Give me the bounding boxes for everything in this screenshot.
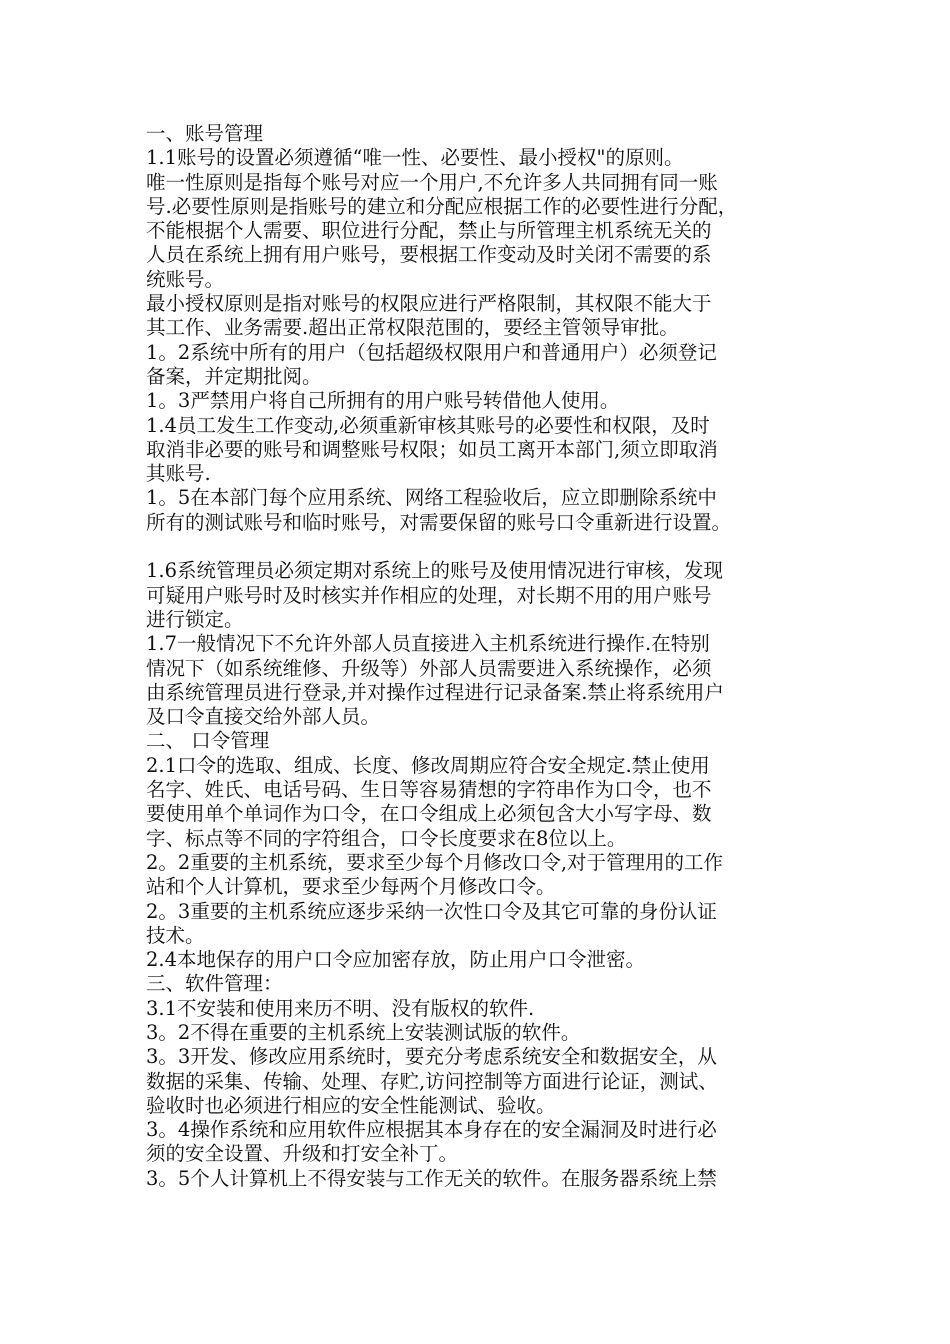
text-line: 号.必要性原则是指账号的建立和分配应根据工作的必要性进行分配，: [146, 194, 738, 218]
text-line: 统账号。: [146, 267, 225, 291]
text-line: 2。3重要的主机系统应逐步采纳一次性口令及其它可靠的身份认证: [146, 899, 717, 923]
text-line: 须的安全设置、升级和打安全补丁。: [146, 1142, 459, 1166]
text-line: 验收时也必须进行相应的安全性能测试、验收。: [146, 1093, 556, 1117]
text-line: 字、标点等不同的字符组合，口令长度要求在8位以上。: [146, 826, 627, 850]
document-body: [146, 122, 826, 1191]
text-line: 2.1口令的选取、组成、长度、修改周期应符合安全规定.禁止使用: [146, 753, 710, 777]
text-line: 3.1不安装和使用来历不明、没有版权的软件.: [146, 996, 535, 1020]
text-line: 一、账号管理: [146, 122, 264, 145]
text-line: 其工作、业务需要.超出正常权限范围的，要经主管领导审批。: [146, 316, 679, 340]
text-line: 站和个人计算机，要求至少每两个月修改口令。: [146, 875, 556, 899]
text-line: 最小授权原则是指对账号的权限应进行严格限制，其权限不能大于: [146, 292, 712, 316]
text-line: 其账号.: [146, 462, 211, 486]
text-line: 进行锁定。: [146, 607, 244, 631]
text-line: 人员在系统上拥有用户账号，要根据工作变动及时关闭不需要的系: [146, 243, 712, 267]
text-line: 情况下（如系统维修、升级等）外部人员需要进入系统操作，必须: [146, 656, 712, 680]
text-line: 备案，并定期批阅。: [146, 364, 322, 388]
text-line: 1。2系统中所有的用户（包括超级权限用户和普通用户）必须登记: [146, 340, 717, 364]
text-line: 3。5个人计算机上不得安装与工作无关的软件。在服务器系统上禁: [146, 1166, 717, 1190]
text-line: 由系统管理员进行登录,并对操作过程进行记录备案.禁止将系统用户: [146, 680, 724, 704]
text-line: 名字、姓氏、电话号码、生日等容易猜想的字符串作为口令，也不: [146, 778, 712, 802]
text-line: 1。3严禁用户将自己所拥有的用户账号转借他人使用。: [146, 389, 620, 413]
text-line: 2。2重要的主机系统，要求至少每个月修改口令,对于管理用的工作: [146, 850, 724, 874]
blank-line: [146, 535, 826, 559]
text-line: 可疑用户账号时及时核实并作相应的处理，对长期不用的用户账号: [146, 583, 712, 607]
text-line: 1.6系统管理员必须定期对系统上的账号及使用情况进行审核，发现: [146, 559, 724, 583]
text-line: 不能根据个人需要、职位进行分配，禁止与所管理主机系统无关的: [146, 219, 712, 243]
text-line: 3。3开发、修改应用系统时，要充分考虑系统安全和数据安全，从: [146, 1045, 717, 1069]
text-line: 1。5在本部门每个应用系统、网络工程验收后，应立即删除系统中: [146, 486, 717, 510]
text-line: 所有的测试账号和临时账号，对需要保留的账号口令重新进行设置。: [146, 510, 732, 534]
text-line: 要使用单个单词作为口令，在口令组成上必须包含大小写字母、数: [146, 802, 712, 826]
text-line: 1.4员工发生工作变动,必须重新审核其账号的必要性和权限，及时: [146, 413, 710, 437]
text-line: 1.7一般情况下不允许外部人员直接进入主机系统进行操作.在特别: [146, 632, 710, 656]
text-line: 1.1账号的设置必须遵循“唯一性、必要性、最小授权"的原则。: [146, 146, 684, 170]
text-line: 二、 口令管理: [146, 729, 270, 753]
text-line: 3。4操作系统和应用软件应根据其本身存在的安全漏洞及时进行必: [146, 1118, 717, 1142]
text-line: 数据的采集、传输、处理、存贮,访问控制等方面进行论证，测试、: [146, 1069, 718, 1093]
text-line: 技术。: [146, 923, 205, 947]
text-line: 取消非必要的账号和调整账号权限；如员工离开本部门,须立即取消: [146, 437, 718, 461]
text-line: 3。2不得在重要的主机系统上安装测试版的软件。: [146, 1020, 581, 1044]
text-line: 唯一性原则是指每个账号对应一个用户,不允许多人共同拥有同一账: [146, 170, 718, 194]
text-line: 2.4本地保存的用户口令应加密存放，防止用户口令泄密。: [146, 948, 646, 972]
text-line: 三、软件管理：: [146, 972, 283, 996]
text-line: 及口令直接交给外部人员。: [146, 705, 381, 729]
